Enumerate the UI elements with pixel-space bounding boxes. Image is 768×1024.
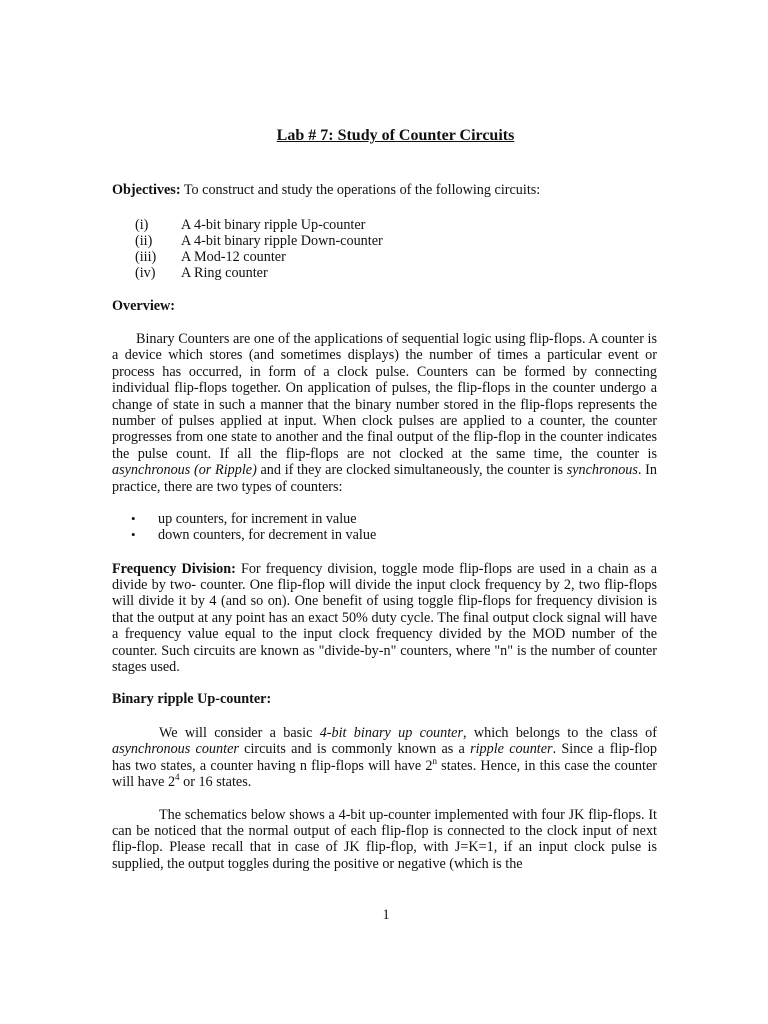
ripple-emphasis: asynchronous counter: [112, 741, 239, 758]
page-title: Lab # 7: Study of Counter Circuits: [276, 127, 515, 144]
list-item-number: (iii): [135, 249, 157, 266]
bullet-icon: •: [131, 527, 136, 543]
objectives-list: [112, 217, 657, 282]
list-item: [112, 265, 657, 281]
frequency-division-paragraph: [112, 561, 657, 676]
overview-text: . In practice, there are two types of counters:: [112, 462, 657, 495]
overview-heading: Overview:: [112, 297, 176, 314]
list-item-text: A 4-bit binary ripple Down-counter: [181, 233, 383, 249]
list-item: [112, 527, 657, 543]
list-item: [112, 233, 657, 249]
schematics-paragraph: The schematics below shows a 4-bit up-counter implemented with four JK flip-flops. It can be noticed that the normal output of each flip-flop is connected to the clock input of next flip-flop. Please recall that in case of JK flip-flop, with J=K=1, if an input clock pulse is supplied, the output toggles during the positive or negative (which is the: [112, 806, 657, 872]
ripple-emphasis: 4-bit binary up counter: [319, 724, 463, 741]
objectives-paragraph: [112, 182, 657, 198]
counter-types-list: [112, 511, 657, 544]
ripple-text: . Since a flip-flop has two states, a counter having n flip-flops will have 2: [112, 741, 657, 774]
overview-text: and if they are clocked simultaneously, the counter is: [256, 462, 567, 479]
list-item-number: (iv): [135, 265, 156, 282]
list-item-text: A 4-bit binary ripple Up-counter: [181, 216, 366, 233]
ripple-emphasis: ripple counter: [470, 741, 553, 758]
superscript: n: [432, 755, 437, 766]
overview-emphasis: asynchronous (or Ripple): [112, 462, 257, 479]
superscript: 4: [175, 772, 180, 783]
overview-paragraph: [112, 331, 657, 495]
ripple-counter-heading: Binary ripple Up-counter:: [112, 691, 272, 708]
ripple-text: states. Hence, in this case the counter will have 2: [112, 757, 657, 791]
objectives-text: To construct and study the operations of the following circuits:: [180, 182, 541, 199]
frequency-division-text: For frequency division, toggle mode flip-flops are used in a chain as a divide by two- counter. One flip-flop will divide the input clock frequency by 2, two flip-flops will divide it by 4 (and so on). One benefit of using toggle flip-flops for frequency division is that the output at any point has an exact 50% duty cycle. The final output clock signal will have a frequency value equal to the input clock frequency divided by the MOD number of the counter. Such circuits are known as "divide-by-n" counters, where "n" is the number of counter stages used.: [112, 560, 657, 676]
objectives-label: Objectives:: [112, 182, 181, 199]
frequency-division-label: Frequency Division:: [112, 560, 236, 577]
overview-emphasis: synchronous: [566, 462, 638, 479]
list-item-text: A Ring counter: [181, 265, 268, 282]
overview-text: Binary Counters are one of the applications of sequential logic using flip-flops. A counter is a device which stores (and sometimes displays) the number of times a particular event or process has occurred, in form of a clock pulse. Counters can be formed by connecting individual flip-flops together. On application of pulses, the flip-flops in the counter undergo a change of state in such a manner that the binary number stored in the flip-flops represents the number of pulses applied at input. When clock pulses are applied to a counter, the counter progresses from one state to another and the final output of the flip-flop in the counter indicates the pulse count. If all the flip-flops are not clocked at the same time, the counter is: [112, 330, 657, 462]
ripple-counter-paragraph: [112, 725, 657, 791]
page-content: [112, 128, 657, 872]
list-item: [112, 217, 657, 233]
list-item-text: down counters, for decrement in value: [158, 527, 377, 544]
page-number: 1: [382, 907, 390, 923]
ripple-text: , which belongs to the class of: [463, 724, 657, 741]
list-item: [112, 511, 657, 527]
list-item-text: up counters, for increment in value: [158, 511, 357, 528]
ripple-text: We will consider a basic: [159, 724, 320, 741]
list-item-text: A Mod-12 counter: [181, 249, 286, 266]
ripple-text: or 16 states.: [179, 774, 252, 791]
list-item-number: (ii): [135, 233, 153, 249]
list-item-number: (i): [135, 216, 149, 233]
ripple-text: circuits and is commonly known as a: [238, 741, 471, 758]
bullet-icon: •: [131, 511, 136, 527]
list-item: [112, 249, 657, 265]
